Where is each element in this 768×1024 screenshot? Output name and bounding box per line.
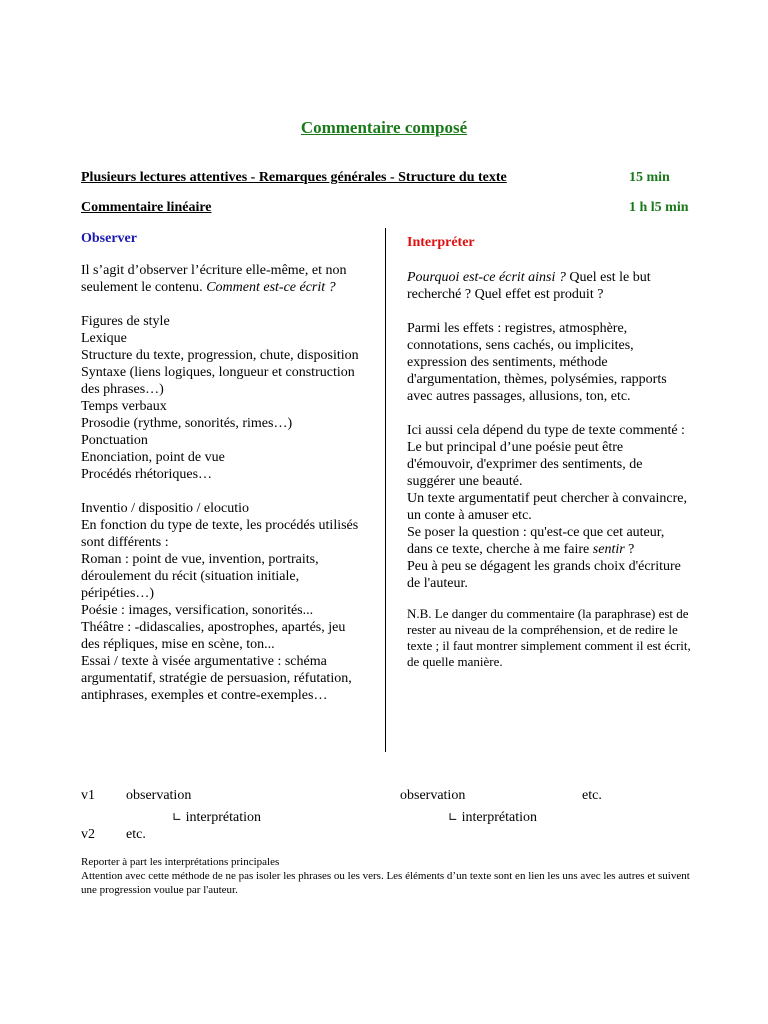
list-item: Procédés rhétoriques… xyxy=(81,467,213,482)
page-title: Commentaire composé xyxy=(300,118,468,137)
row-label-linear: Commentaire linéaire xyxy=(81,200,212,215)
interpreter-nb: N.B. Le danger du commentaire (la paraphrase) est de rester au niveau de la compréhension, et de redire le texte ; il faut montrer simplement comment il est écrit, de quelle manière. xyxy=(407,606,691,669)
scheme-etc-2: etc. xyxy=(126,827,146,842)
list-item: Enonciation, point de vue xyxy=(81,450,225,465)
interpreter-effects: Parmi les effets : registres, atmosphère, connotations, sens cachés, ou implicites, expression des sentiments, méthode d'argumentation, thèmes, polysémies, rapports avec autres passages, allusions, ton, etc. xyxy=(407,321,667,404)
list-item: En fonction du type de texte, les procédés utilisés sont différents : xyxy=(81,518,359,550)
list-item: Le but principal d’une poésie peut être d'émouvoir, d'exprimer des sentiments, de suggérer une beauté. xyxy=(407,440,643,489)
corner-arrow-icon: ∟ xyxy=(448,810,459,824)
footer-line-1: Reporter à part les interprétations principales xyxy=(81,856,280,868)
scheme-observation-1: observation xyxy=(126,788,192,803)
observer-text-types xyxy=(81,500,366,704)
list-item: Poésie : images, versification, sonorités... xyxy=(81,603,314,618)
list-item: Roman : point de vue, invention, portraits, déroulement du récit (situation initiale, péripéties…) xyxy=(81,552,319,601)
scheme-v2-label: v2 xyxy=(81,827,95,842)
scheme-interpretation-2: ∟ interprétation xyxy=(448,810,537,825)
scheme-v1-label: v1 xyxy=(81,788,95,803)
observer-list xyxy=(81,313,366,483)
column-divider xyxy=(385,228,386,752)
section-row-linear xyxy=(81,200,701,216)
list-item: Essai / texte à visée argumentative : schéma argumentatif, stratégie de persuasion, réfutation, antiphrases, exemples et contre-exemples… xyxy=(81,654,352,703)
interpreter-column xyxy=(407,269,692,670)
footer-notes xyxy=(81,855,696,897)
list-item: Un texte argumentatif peut chercher à convaincre, un conte à amuser etc. xyxy=(407,491,687,523)
scheme-observation-2: observation xyxy=(400,788,466,803)
row-time-linear: 1 h l5 min xyxy=(629,200,689,215)
interpreter-heading: Interpréter xyxy=(407,235,475,250)
list-item: Prosodie (rythme, sonorités, rimes…) xyxy=(81,416,293,431)
list-item: Ponctuation xyxy=(81,433,148,448)
observer-intro: Il s’agit d’observer l’écriture elle-même, et non seulement le contenu. Comment est-ce écrit ? xyxy=(81,263,347,295)
list-item: Ici aussi cela dépend du type de texte commenté : xyxy=(407,423,685,438)
list-item: Temps verbaux xyxy=(81,399,167,414)
corner-arrow-icon: ∟ xyxy=(172,810,183,824)
observer-column xyxy=(81,262,366,704)
list-item: Structure du texte, progression, chute, disposition xyxy=(81,348,359,363)
section-row-reading xyxy=(81,170,701,186)
interpreter-question: Pourquoi est-ce écrit ainsi ? Quel est le but recherché ? Quel effet est produit ? xyxy=(407,270,651,302)
footer-line-2: Attention avec cette méthode de ne pas isoler les phrases ou les vers. Les éléments d’un texte sont en lien les uns avec les autres et suivent une progression voulue par l'auteur. xyxy=(81,870,690,896)
list-item: Syntaxe (liens logiques, longueur et construction des phrases…) xyxy=(81,365,355,397)
interpreter-choices: Peu à peu se dégagent les grands choix d'écriture de l'auteur. xyxy=(407,559,681,591)
list-item: Théâtre : -didascalies, apostrophes, apartés, jeu des répliques, mise en scène, ton... xyxy=(81,620,346,652)
list-item: Figures de style xyxy=(81,314,170,329)
interpreter-self-question: Se poser la question : qu'est-ce que cet auteur, dans ce texte, cherche à me faire sentir ? xyxy=(407,525,665,557)
list-item: Lexique xyxy=(81,331,127,346)
row-time-reading: 15 min xyxy=(629,170,670,185)
row-label-reading: Plusieurs lectures attentives - Remarques générales - Structure du texte xyxy=(81,170,507,185)
scheme-interpretation-1: ∟ interprétation xyxy=(172,810,261,825)
list-item: Inventio / dispositio / elocutio xyxy=(81,501,249,516)
scheme-etc-1: etc. xyxy=(582,788,602,803)
observer-heading: Observer xyxy=(81,231,137,246)
